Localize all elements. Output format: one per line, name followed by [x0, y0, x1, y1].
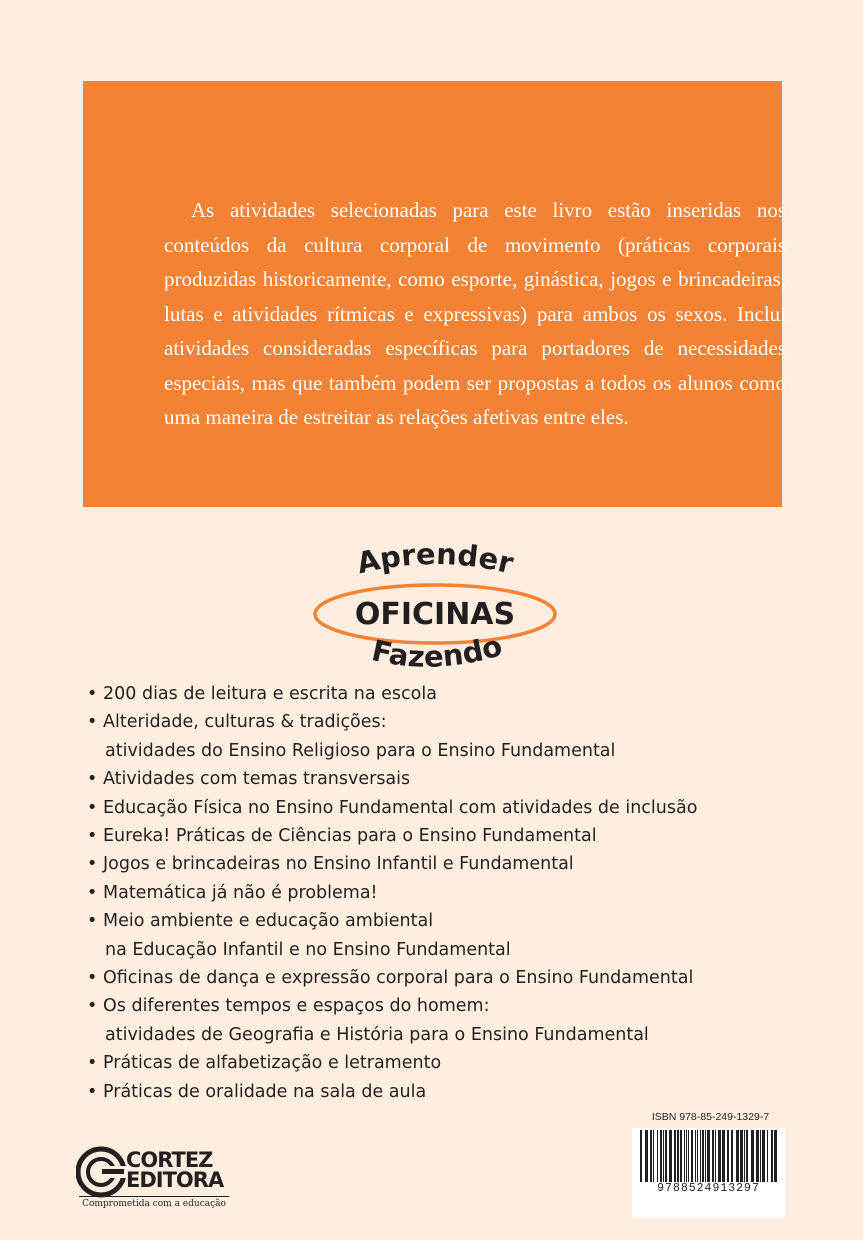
title-item	[87, 1078, 787, 1106]
title-item	[87, 992, 787, 1049]
title-line1: 200 dias de leitura e escrita na escola	[103, 684, 437, 704]
title-line1: Os diferentes tempos e espaços do homem:	[103, 996, 490, 1017]
isbn-label: ISBN 978-85-249-1329-7	[651, 1111, 770, 1123]
title-line1: Oficinas de dança e expressão corporal para o Ensino Fundamental	[103, 968, 694, 989]
title-line1: Alteridade, culturas & tradições:	[103, 712, 387, 733]
title-line1: Matemática já não é problema!	[103, 882, 378, 903]
barcode-digits: 9788524913297	[632, 1182, 785, 1195]
blurb-text: As atividades selecionadas para este livro estão inseridas nos conteúdos da cultura corporal de movimento (práticas corporais produzidas historicamente, como esporte, ginástica, jogos e brincadeiras, lutas e atividades rítmicas e expressivas) para ambos os sexos. Inclui atividades consideradas específicas para portadores de necessidades especiais, mas que também podem ser propostas a todos os alunos como uma maneira de estreitar as relações afetivas entre eles.	[164, 198, 786, 429]
publisher-tagline: Comprometida com a educação	[79, 1196, 229, 1209]
blurb-box	[83, 81, 786, 507]
title-line2: na Educação Infantil e no Ensino Fundamental	[105, 939, 511, 960]
title-item	[87, 850, 787, 878]
title-item	[87, 822, 787, 850]
title-line1: Educação Física no Ensino Fundamental com atividades de inclusão	[103, 797, 698, 818]
publisher-name-line2: EDITORA	[126, 1168, 224, 1192]
cortez-emblem-icon	[76, 1144, 126, 1200]
title-line2: atividades do Ensino Religioso para o Ensino Fundamental	[105, 740, 616, 761]
title-line1: Atividades com temas transversais	[103, 769, 411, 790]
isbn-barcode	[632, 1108, 785, 1218]
title-line1: Práticas de alfabetização e letramento	[103, 1053, 442, 1074]
barcode-box	[632, 1128, 785, 1218]
title-item	[87, 964, 787, 992]
title-item	[87, 765, 787, 793]
series-top-word: Aprender	[353, 538, 517, 581]
series-bottom-word: Fazendo	[368, 628, 506, 674]
title-line1: Práticas de oralidade na sala de aula	[103, 1081, 427, 1102]
title-line1: Meio ambiente e educação ambiental	[103, 911, 434, 932]
series-name: OFICINAS	[354, 597, 516, 632]
publisher-logo	[76, 1138, 236, 1213]
title-line2: atividades de Geografia e História para o Ensino Fundamental	[105, 1024, 649, 1045]
title-item	[87, 794, 787, 822]
series-logo	[300, 538, 570, 678]
title-item	[87, 907, 787, 964]
title-line1: Eureka! Práticas de Ciências para o Ensino Fundamental	[103, 826, 597, 847]
title-item	[87, 879, 787, 907]
title-item	[87, 708, 787, 765]
series-titles-list	[87, 680, 787, 1106]
publisher-name-line1: CORTEZ	[126, 1148, 213, 1172]
title-line1: Jogos e brincadeiras no Ensino Infantil e Fundamental	[103, 854, 574, 875]
series-logo-graphic	[300, 538, 570, 678]
title-item	[87, 680, 787, 708]
title-item	[87, 1049, 787, 1077]
